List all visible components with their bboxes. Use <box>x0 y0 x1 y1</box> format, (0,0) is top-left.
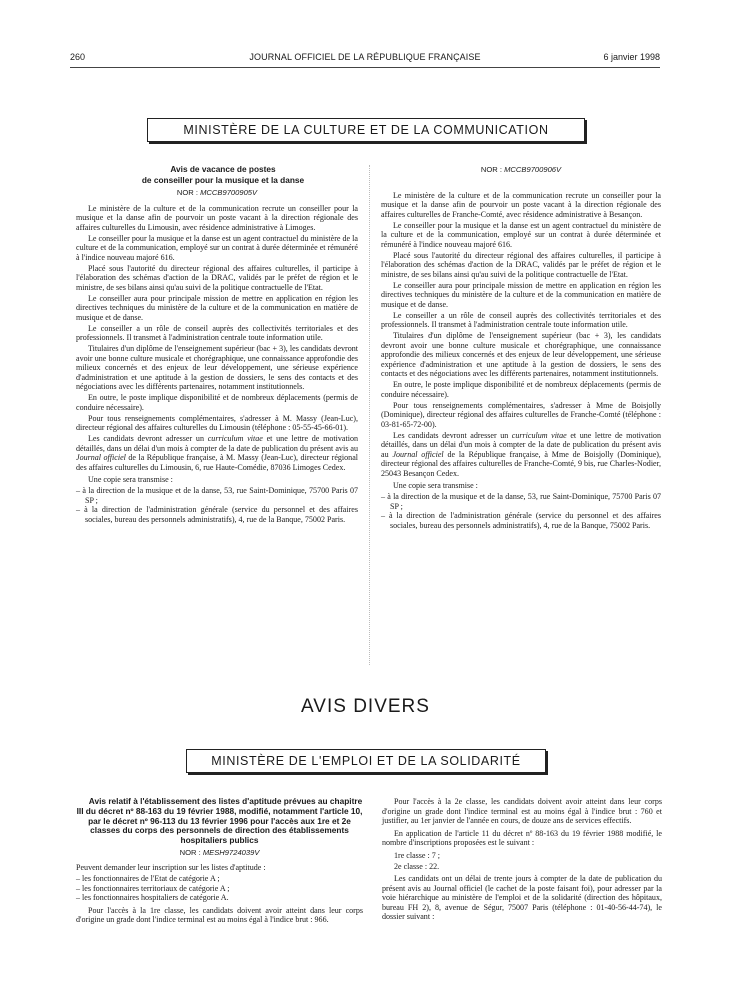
ministry-emploi-title: MINISTÈRE DE L'EMPLOI ET DE LA SOLIDARITÉ <box>211 754 521 768</box>
publication-date: 6 janvier 1998 <box>603 52 660 62</box>
paragraph: Le conseiller a un rôle de conseil auprès des collectivités territoriales et des professionnels. Il transmet à l'administration centrale toute information utile. <box>381 310 661 329</box>
paragraph: Placé sous l'autorité du directeur régional des affaires culturelles, il participe à l'élaboration des schémas d'action de la DRAC, validés par le préfet de région et le ministre, de ses bilans ainsi qu'au suivi de la politique contractuelle de l'Etat. <box>76 263 358 292</box>
paragraph: Titulaires d'un diplôme de l'enseignement supérieur (bac + 3), les candidats devront avoir une bonne culture musicale et chorégraphique, une connaissance approfondie des milieux concernés et des enjeux de leur développement, une sérieuse expérience d'administration et une aptitude à la gestion de dossiers, le sens des contacts et des négociations avec les différents partenaires, notamment institutionnels. <box>381 331 661 378</box>
class-item: 2e classe : 22. <box>394 861 440 871</box>
paragraph: En application de l'article 11 du décret nº 88-163 du 19 février 1988 modifié, le nombre d'inscriptions proposées est le suivant : <box>382 828 662 847</box>
notice-franche-comte <box>381 165 661 530</box>
journal-title: JOURNAL OFFICIEL DE LA RÉPUBLIQUE FRANÇAISE <box>249 52 481 62</box>
paragraph: En outre, le poste implique disponibilité et de nombreux déplacements (permis de conduire nécessaire). <box>381 380 661 399</box>
paragraph: Pour tous renseignements complémentaires, s'adresser à Mme de Boisjolly (Dominique), directeur régional des affaires culturelles de Franche-Comté (téléphone : 03-81-65-72-00). <box>381 400 661 429</box>
paragraph: Le conseiller a un rôle de conseil auprès des collectivités territoriales et des professionnels. Il transmet à l'administration centrale toute information utile. <box>76 323 358 343</box>
nor-code: MCCB9700906V <box>504 165 562 174</box>
copy-item: – à la direction de la musique et de la danse, 53, rue Saint-Dominique, 75700 Paris 07 SP ; <box>381 492 661 511</box>
paragraph: En outre, le poste implique disponibilité et de nombreux déplacements (permis de conduire nécessaire). <box>76 393 358 412</box>
nor-code: MCCB9700905V <box>200 188 258 198</box>
list-item: – les fonctionnaires de l'Etat de catégorie A ; <box>76 874 220 884</box>
notice-aptitude-continued <box>382 797 662 923</box>
page-number: 260 <box>70 52 86 62</box>
nor-reference <box>76 188 358 198</box>
paragraph: Le conseiller pour la musique et la danse est un agent contractuel du ministère de la culture et de la communication, employé sur un contrat à durée déterminée et rémunéré à l'indice nouveau majoré 616. <box>381 220 661 249</box>
ministry-emploi-box <box>186 749 546 773</box>
paragraph: Pour l'accès à la 2e classe, les candidats doivent avoir atteint dans leur corps d'origine un grade dont l'indice terminal est au moins égal à l'indice brut : 760 et justifier, au 1er janvier de l'année en cours, de douze ans de services effectifs. <box>382 797 662 825</box>
paragraph-cv: Les candidats devront adresser un curriculum vitae et une lettre de motivation détaillés, dans un délai d'un mois à compter de la date de publication du présent avis au Journal officiel de la République française, à M. Massy (Jean-Luc), directeur régional des affaires culturelles du Limousin, 6, rue Haute-Comédie, 87036 Limoges Cedex. <box>76 434 359 472</box>
copy-intro: Une copie sera transmise : <box>393 481 478 490</box>
copy-item: – à la direction de l'administration générale (service du personnel et des affaires sociales, bureau des personnels administratifs), 4, rue de la Banque, 75002 Paris. <box>381 511 661 530</box>
ministry-culture-title: MINISTÈRE DE LA CULTURE ET DE LA COMMUNICATION <box>183 123 549 137</box>
notice-title-line1: Avis de vacance de postes <box>170 164 276 174</box>
nor-code: MESH9724039V <box>202 847 260 857</box>
header-rule <box>70 67 660 68</box>
notice-limousin <box>76 165 358 524</box>
copy-item: – à la direction de la musique et de la danse, 53, rue Saint-Dominique, 75700 Paris 07 SP ; <box>76 486 358 505</box>
class-item: 1re classe : 7 ; <box>394 850 441 860</box>
paragraph: Le conseiller aura pour principale mission de mettre en application en région les directives techniques du ministère de la culture et de la communication en matière de musique et de danse. <box>381 280 661 309</box>
paragraph: Le conseiller pour la musique et la danse est un agent contractuel du ministère de la culture et de la communication, employé sur un contrat à durée déterminée et rémunéré à l'indice nouveau majoré 616. <box>76 233 358 262</box>
list-intro: Peuvent demander leur inscription sur les listes d'aptitude : <box>76 863 266 873</box>
copy-intro: Une copie sera transmise : <box>88 475 173 485</box>
page-header <box>70 52 660 66</box>
notice-title-line2: de conseiller pour la musique et la danse <box>141 175 305 186</box>
notice-aptitude-lists <box>76 797 363 926</box>
paragraph: Le ministère de la culture et de la communication recrute un conseiller pour la musique et la danse afin de pourvoir un poste vacant à la direction régionale des affaires culturelles de Franche-Comté, avec résidence administrative à Besançon. <box>381 190 661 219</box>
avis-divers-heading: AVIS DIVERS <box>301 696 430 717</box>
paragraph: Pour l'accès à la 1re classe, les candidats doivent avoir atteint dans leur corps d'origine un grade dont l'indice terminal est au moins égal à l'indice brut : 966. <box>76 905 363 925</box>
nor-label: NOR : <box>480 165 502 174</box>
list-item: – les fonctionnaires territoriaux de catégorie A ; <box>76 883 230 893</box>
nor-label: NOR : <box>179 847 201 857</box>
paragraph: Placé sous l'autorité du directeur régional des affaires culturelles, il participe à l'élaboration des schémas d'action de la DRAC, validés par le préfet de région et le ministre, de ses bilans ainsi qu'au suivi de la politique contractuelle de l'Etat. <box>381 250 661 279</box>
column-divider <box>369 165 370 665</box>
paragraph-cv: Les candidats devront adresser un curriculum vitae et une lettre de motivation détaillés, dans un délai d'un mois à compter de la date de publication du présent avis au Journal officiel de la République française, à Mme de Boisjolly (Dominique), directeur régional des affaires culturelles de Franche-Comté, 9 bis, rue Charles-Nodier, 25043 Besançon Cedex. <box>381 430 661 478</box>
notice-title: Avis relatif à l'établissement des listes d'aptitude prévues au chapitre III du décret nº 88-163 du 19 février 1988, modifié, notamment l'article 10, par le décret nº 96-113 du 13 février 1996 pour l'accès aux 1re et 2e classes du corps des personnels de direction des établissements hospitaliers publics <box>76 796 363 846</box>
paragraph: Les candidats ont un délai de trente jours à compter de la date de publication du présent avis au Journal officiel (le cachet de la poste faisant foi), pour adresser par la voie hiérarchique au ministère de l'emploi et de la solidarité (direction des hôpitaux, bureau FH 2), 8, avenue de Ségur, 75007 Paris (téléphone : 01-40-56-44-74), le dossier suivant : <box>382 874 662 921</box>
nor-label: NOR : <box>176 188 198 198</box>
paragraph: Titulaires d'un diplôme de l'enseignement supérieur (bac + 3), les candidats devront avoir une bonne culture musicale et chorégraphique, une connaissance approfondie des milieux concernés et des enjeux de leur développement, une sérieuse expérience d'administration et une aptitude à la gestion de dossiers, le sens des contacts et des négociations avec les différents partenaires, notamment institutionnels. <box>76 344 358 392</box>
paragraph: Le conseiller aura pour principale mission de mettre en application en région les directives techniques du ministère de la culture et de la communication en matière de musique et de danse. <box>76 293 358 322</box>
list-item: – les fonctionnaires hospitaliers de catégorie A. <box>76 893 229 903</box>
paragraph: Le ministère de la culture et de la communication recrute un conseiller pour la musique et la danse afin de pourvoir un poste vacant à la direction régionale des affaires culturelles du Limousin, avec résidence administrative à Limoges. <box>76 203 358 232</box>
paragraph: Pour tous renseignements complémentaires, s'adresser à M. Massy (Jean-Luc), directeur régional des affaires culturelles du Limousin (téléphone : 05-55-45-66-01). <box>76 413 358 433</box>
ministry-culture-box <box>147 118 585 142</box>
nor-reference <box>381 165 661 175</box>
nor-reference <box>76 848 363 858</box>
copy-item: – à la direction de l'administration générale (service du personnel et des affaires sociales, bureau des personnels administratifs), 4, rue de la Banque, 75002 Paris. <box>76 505 358 524</box>
